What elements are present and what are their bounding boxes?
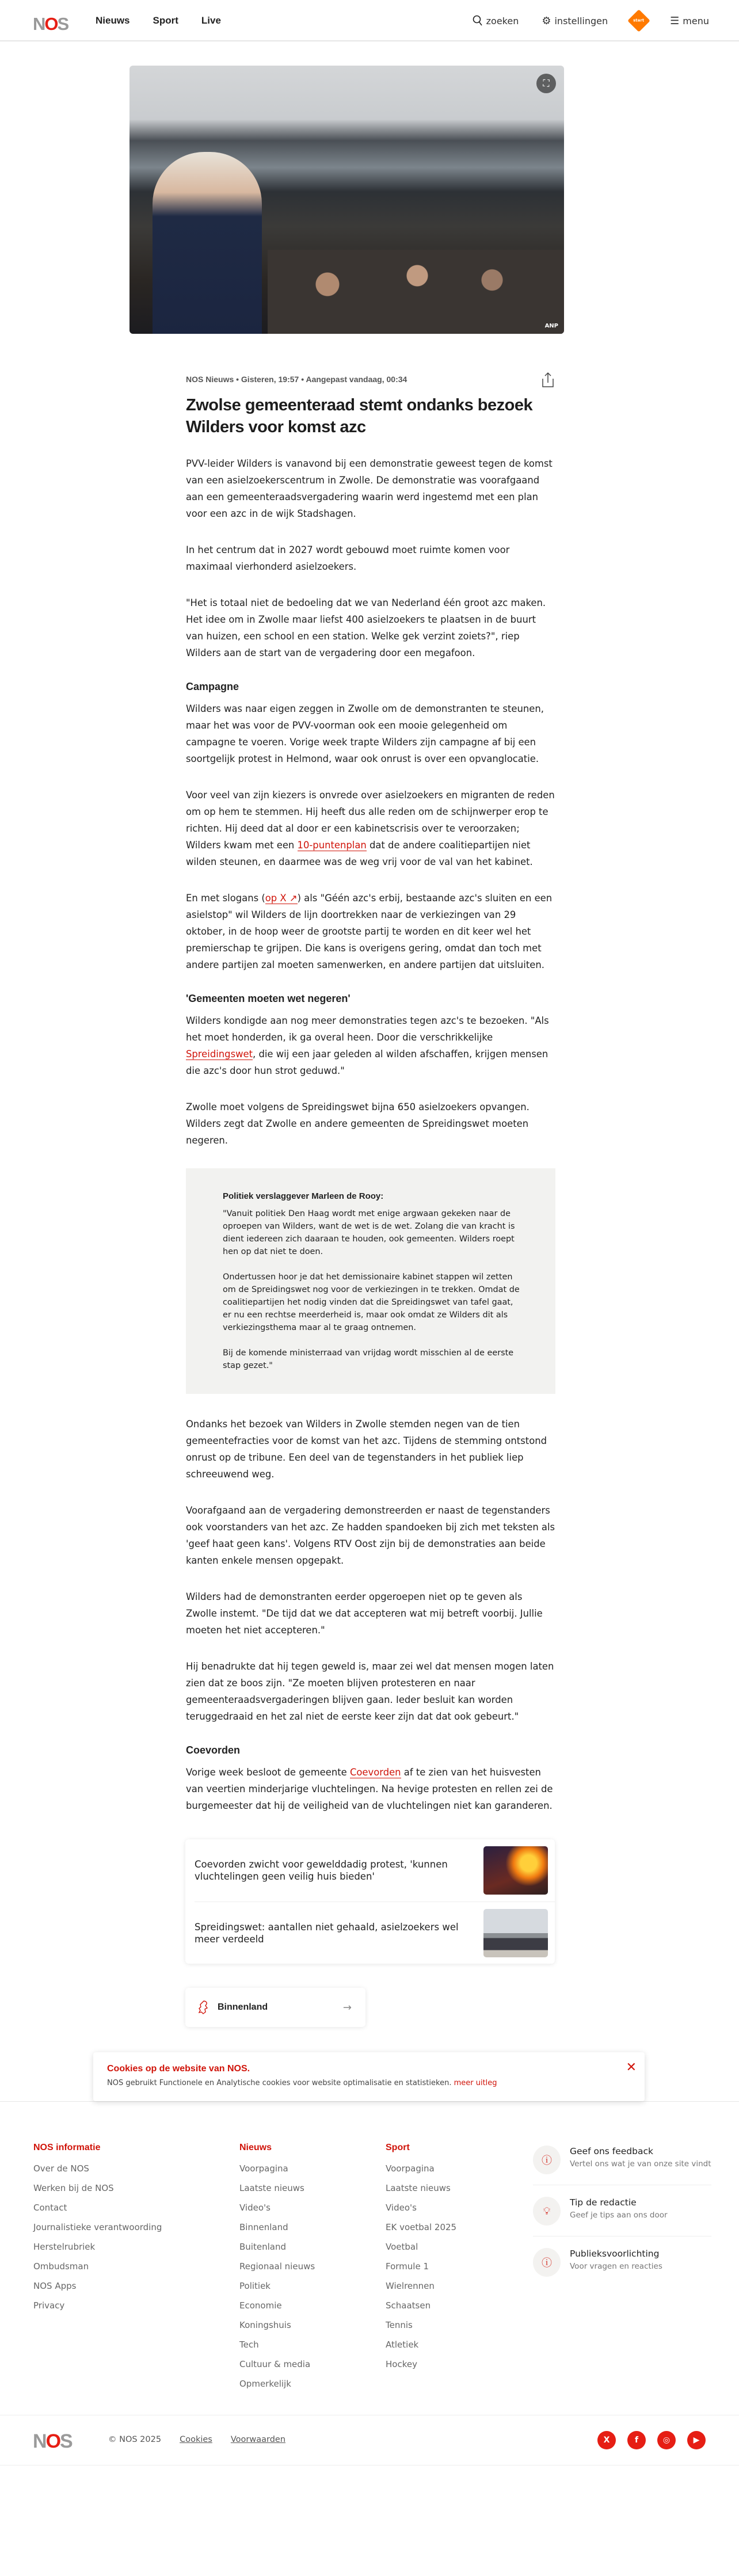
arrow-right-icon: → bbox=[342, 2001, 352, 2014]
footer-link[interactable]: Tennis bbox=[386, 2320, 413, 2330]
fullscreen-icon: ⛶ bbox=[543, 78, 550, 89]
footer-link[interactable]: Cultuur & media bbox=[239, 2359, 311, 2369]
related-item[interactable] bbox=[195, 1901, 555, 1964]
x-icon[interactable]: X bbox=[597, 2431, 616, 2449]
logo-letter: S bbox=[57, 14, 68, 34]
paragraph bbox=[186, 1012, 555, 1079]
footer-link[interactable]: Atletiek bbox=[386, 2339, 419, 2350]
fullscreen-button[interactable] bbox=[536, 74, 556, 93]
hero-crowd bbox=[268, 250, 564, 334]
cookie-more-link[interactable]: meer uitleg bbox=[454, 2079, 497, 2087]
text: Voorafgaand aan de vergadering demonstreerden er naast de tegenstanders ook voorstanders van het azc. Ze hadden spandoeken bij zich met teksten als 'geef haat geen kans'. Volgens RTV Oost zijn bij de demonstraties aan beide kanten enkele mensen opgepakt. bbox=[186, 1505, 555, 1566]
footer-nos-logo[interactable] bbox=[33, 2430, 72, 2453]
inline-link[interactable]: Coevorden bbox=[349, 1767, 401, 1778]
text: ) als "Géén azc's erbij, bestaande azc's sluiten en een asielstop" wil Wilders de lijn doortrekken naar de verkiezingen van 29 oktober, in de hoop weer de grootste partij te worden en dit keer wel het premierschap te grijpen. Die kans is overigens gering, omdat dan toch met andere partijen zal moeten samenwerken, en andere partijen dat uitsluiten. bbox=[186, 893, 553, 970]
related-title: Coevorden zwicht voor gewelddadig protest, 'kunnen vluchtelingen geen veilig huis bieden' bbox=[195, 1859, 448, 1882]
footer-link[interactable]: Privacy bbox=[33, 2300, 65, 2311]
nav-sport[interactable]: Sport bbox=[153, 15, 178, 26]
footer-link[interactable]: Schaatsen bbox=[386, 2300, 431, 2311]
section-heading: Coevorden bbox=[186, 1744, 241, 1756]
text: Voor veel van zijn kiezers is onvrede over asielzoekers en migranten de reden om op hem te stemmen. Hij heeft dus alle reden om de schijnwerper erop te richten. Hij deed dat al door er een kabinetscrisis over te veroorzaken; Wilders kwam met een bbox=[186, 790, 555, 851]
footer-link[interactable]: Ombudsman bbox=[33, 2261, 89, 2272]
text: "Het is totaal niet de bedoeling dat we van Nederland één groot azc maken. Het idee om in Zwolle maar liefst 400 asielzoekers te plaatsen in de buurt van huizen, een school en een station. Welke gek verzint zoiets?", riep Wilders aan de start van de vergadering door een megafoon. bbox=[186, 597, 546, 658]
footer-link[interactable]: NOS Apps bbox=[33, 2281, 77, 2291]
quote-paragraph: Ondertussen hoor je dat het demissionaire kabinet stappen wil zetten om de Spreidingswet nog voor de verkiezingen in te trekken. Omdat de coalitiepartijen het nodig vinden dat die Spreidingswet van tafel gaat, er nu een rechtse meerderheid is, maar ook omdat ze Wilders dit als verkiezingsthema maar al te graag ontnemen. bbox=[223, 1272, 520, 1332]
text: Wilders had de demonstranten eerder opgeroepen niet op te geven als Zwolle instemt. "De tijd dat we dat accepteren wat mij betreft voorbij. Jullie moeten het niet accepteren." bbox=[186, 1591, 543, 1636]
text: af te zien van het huisvesten van veertien minderjarige vluchtelingen. Na hevige protesten en rellen zei de burgemeester dat hij de veiligheid van de vluchtelingen niet kan garanderen. bbox=[186, 1767, 553, 1811]
photo-credit: ANP bbox=[544, 323, 558, 329]
footer-link[interactable]: Contact bbox=[33, 2202, 67, 2213]
text: Zwolle moet volgens de Spreidingswet bijna 650 asielzoekers opvangen. Wilders zegt dat Zwolle en andere gemeenten de Spreidingswet moeten negeren. bbox=[186, 1102, 530, 1146]
search-icon bbox=[473, 15, 483, 26]
publieksvoorlichting-title: Publieksvoorlichting bbox=[570, 2249, 660, 2259]
instagram-icon[interactable]: ◎ bbox=[657, 2431, 676, 2449]
footer-link[interactable]: Voetbal bbox=[386, 2242, 418, 2252]
tip-sub: Geef je tips aan ons door bbox=[570, 2211, 668, 2220]
site-header bbox=[0, 0, 739, 41]
paragraph bbox=[186, 455, 555, 522]
footer-voorwaarden-link[interactable]: Voorwaarden bbox=[230, 2435, 286, 2444]
feedback-icon: ⓘ bbox=[533, 2146, 561, 2174]
feedback-link[interactable] bbox=[533, 2141, 711, 2185]
footer-col-nos-informatie bbox=[33, 2142, 162, 2319]
nos-logo[interactable] bbox=[33, 14, 68, 35]
footer-link[interactable]: Laatste nieuws bbox=[239, 2183, 304, 2193]
article-title: Zwolse gemeenteraad stemt ondanks bezoek Wilders voor komst azc bbox=[186, 396, 533, 436]
footer-link[interactable]: Tech bbox=[239, 2339, 259, 2350]
gear-icon: ⚙ bbox=[542, 14, 551, 27]
text: Wilders was naar eigen zeggen in Zwolle om de demonstranten te steunen, maar het was voor de PVV-voorman ook een mooie gelegenheid om campagne te voeren. Vorige week trapte Wilders zijn campagne af bij een soortgelijk protest in Helmond, waar ook onrust is over een opvanglocatie. bbox=[186, 703, 544, 764]
text: En met slogans ( bbox=[186, 893, 265, 904]
text: PVV-leider Wilders is vanavond bij een demonstratie geweest tegen de komst van een asielzoekerscentrum in Zwolle. De demonstratie was voorafgaand aan een gemeenteraadsvergadering waarin werd ingestemd met een plan voor een azc in de wijk Stadshagen. bbox=[186, 458, 553, 519]
footer-link[interactable]: Hockey bbox=[386, 2359, 417, 2369]
text: In het centrum dat in 2027 wordt gebouwd moet ruimte komen voor maximaal vierhonderd asielzoekers. bbox=[186, 544, 510, 572]
menu-button[interactable] bbox=[670, 15, 709, 27]
footer-col-title: NOS informatie bbox=[33, 2143, 101, 2152]
header-actions bbox=[473, 13, 709, 29]
paragraph bbox=[186, 595, 555, 661]
logo-letter: N bbox=[33, 2430, 46, 2452]
search-label: zoeken bbox=[486, 15, 519, 26]
paragraph bbox=[186, 1658, 555, 1725]
nav-nieuws[interactable]: Nieuws bbox=[96, 15, 130, 26]
publieksvoorlichting-sub: Voor vragen en reacties bbox=[570, 2262, 662, 2271]
logo-letter: N bbox=[33, 14, 45, 34]
logo-letter: S bbox=[60, 2430, 72, 2452]
footer-col-nieuws bbox=[239, 2142, 315, 2398]
footer-link[interactable]: Regionaal nieuws bbox=[239, 2261, 315, 2272]
settings-button[interactable] bbox=[542, 15, 608, 27]
nav-live[interactable]: Live bbox=[201, 15, 221, 26]
lightbulb-icon: 💡︎ bbox=[533, 2197, 561, 2226]
feedback-sub: Vertel ons wat je van onze site vindt bbox=[570, 2159, 711, 2169]
tip-link[interactable] bbox=[533, 2192, 711, 2236]
related-title: Spreidingswet: aantallen niet gehaald, asielzoekers wel meer verdeeld bbox=[195, 1921, 459, 1945]
footer-col-title: Sport bbox=[386, 2143, 410, 2152]
cookie-description: NOS gebruikt Functionele en Analytische cookies voor website optimalisatie en statistieken. bbox=[107, 2079, 454, 2087]
footer-col-sport bbox=[386, 2142, 456, 2378]
footer-col-title: Nieuws bbox=[239, 2143, 272, 2152]
facebook-icon[interactable]: f bbox=[627, 2431, 646, 2449]
footer-link[interactable]: Wielrennen bbox=[386, 2281, 435, 2291]
footer-link[interactable]: Formule 1 bbox=[386, 2261, 429, 2272]
footer-link[interactable]: Economie bbox=[239, 2300, 282, 2311]
footer-link[interactable]: Laatste nieuws bbox=[386, 2183, 451, 2193]
footer-link[interactable]: Buitenland bbox=[239, 2242, 286, 2252]
hero-image bbox=[129, 66, 564, 334]
paragraph bbox=[186, 700, 555, 767]
hamburger-icon: ☰ bbox=[670, 14, 680, 27]
text: Vorige week besloot de gemeente bbox=[186, 1767, 350, 1778]
cookie-title: Cookies op de website van NOS. bbox=[107, 2064, 250, 2074]
quote-paragraph: Bij de komende ministerraad van vrijdag wordt misschien al de eerste stap gezet." bbox=[223, 1348, 514, 1370]
article-meta: NOS Nieuws • Gisteren, 19:57 • Aangepast vandaag, 00:34 bbox=[186, 375, 407, 384]
article-header bbox=[186, 374, 555, 438]
paragraph bbox=[186, 1764, 555, 1814]
related-thumbnail bbox=[483, 1909, 548, 1957]
section-heading: Campagne bbox=[186, 681, 239, 692]
hero-speaker bbox=[153, 152, 262, 334]
main-nav bbox=[96, 15, 221, 26]
footer-link[interactable]: Binnenland bbox=[239, 2222, 288, 2232]
paragraph bbox=[186, 1416, 555, 1483]
related-articles bbox=[185, 1839, 555, 1964]
paragraph bbox=[186, 787, 555, 870]
menu-label: menu bbox=[683, 15, 709, 26]
site-footer bbox=[0, 2101, 739, 2415]
footer-link[interactable]: Journalistieke verantwoording bbox=[33, 2222, 162, 2232]
paragraph bbox=[186, 1099, 555, 1149]
text: Ondanks het bezoek van Wilders in Zwolle stemden negen van de tien gemeentefracties voor de komst van het azc. Tijdens de stemming ontstond onrust op de tribune. Een deel van de tegenstanders in het publiek liep schreeuwend weg. bbox=[186, 1419, 547, 1480]
npo-start-label: start bbox=[633, 18, 645, 23]
footer-link[interactable]: Opmerkelijk bbox=[239, 2379, 291, 2389]
search-button[interactable] bbox=[473, 15, 519, 26]
related-item[interactable] bbox=[185, 1839, 555, 1901]
footer-bottom-bar bbox=[0, 2415, 739, 2466]
footer-link[interactable]: Video's bbox=[386, 2202, 417, 2213]
quote-title: Politiek verslaggever Marleen de Rooy: bbox=[223, 1191, 384, 1201]
cookie-text bbox=[107, 2079, 610, 2087]
footer-link[interactable]: Koningshuis bbox=[239, 2320, 291, 2330]
footer-link[interactable]: EK voetbal 2025 bbox=[386, 2222, 457, 2232]
cookie-banner bbox=[93, 2052, 645, 2101]
tip-title: Tip de redactie bbox=[570, 2197, 637, 2208]
logo-letter: O bbox=[45, 2430, 60, 2452]
quote-paragraph: "Vanuit politiek Den Haag wordt met enige argwaan gekeken naar de oproepen van Wilders, want de wet is de wet. Zolang die van kracht is dient iedereen zich daaraan te houden, ook gemeenten. Wilders roept hen op dat niet te doen. bbox=[223, 1209, 515, 1256]
footer-link[interactable]: Over de NOS bbox=[33, 2163, 89, 2174]
reporter-quote-box bbox=[186, 1168, 555, 1394]
inline-link[interactable]: op X ↗ bbox=[265, 893, 298, 904]
paragraph bbox=[186, 1502, 555, 1569]
footer-link[interactable]: Herstelrubriek bbox=[33, 2242, 96, 2252]
footer-link[interactable]: Politiek bbox=[239, 2281, 271, 2291]
footer-link[interactable]: Video's bbox=[239, 2202, 271, 2213]
inline-link[interactable]: 10-puntenplan bbox=[297, 840, 367, 851]
social-links bbox=[597, 2431, 706, 2449]
text: dat de andere coalitiepartijen niet wilden steunen, en daarmee was de weg vrij voor de val van het kabinet. bbox=[186, 840, 533, 867]
netherlands-map-icon bbox=[198, 2000, 209, 2015]
copyright: © NOS 2025 bbox=[108, 2435, 162, 2444]
logo-letter: O bbox=[44, 14, 58, 34]
footer-contact-links bbox=[533, 2141, 711, 2294]
footer-link[interactable]: Voorpagina bbox=[386, 2163, 435, 2174]
footer-link[interactable]: Voorpagina bbox=[239, 2163, 288, 2174]
text: Wilders kondigde aan nog meer demonstraties tegen azc's te bezoeken. "Als het moet honderden, ik ga overal heen. Door die verschrikkelijke bbox=[186, 1015, 549, 1043]
category-label: Binnenland bbox=[218, 2002, 268, 2012]
category-binnenland-link[interactable] bbox=[185, 1988, 365, 2027]
settings-label: instellingen bbox=[554, 15, 608, 26]
youtube-icon[interactable]: ▶ bbox=[687, 2431, 706, 2449]
section-heading: 'Gemeenten moeten wet negeren' bbox=[186, 993, 351, 1004]
text: Hij benadrukte dat hij tegen geweld is, maar zei wel dat mensen mogen laten zien dat ze boos zijn. "Ze moeten blijven protesteren en naar gemeenteraadsvergaderingen blijven gaan. Ieder besluit kan worden teruggedraaid en het zal niet de eerste keer zijn dat dat ook gebeurt." bbox=[186, 1661, 554, 1722]
related-thumbnail bbox=[483, 1846, 548, 1895]
paragraph bbox=[186, 1588, 555, 1638]
article-body bbox=[186, 455, 555, 1814]
info-icon: ⓘ bbox=[533, 2248, 561, 2277]
footer-legal-links bbox=[108, 2435, 285, 2444]
feedback-title: Geef ons feedback bbox=[570, 2146, 653, 2156]
inline-link[interactable]: Spreidingswet bbox=[186, 1049, 253, 1060]
share-icon[interactable] bbox=[540, 371, 555, 388]
close-icon[interactable]: ✕ bbox=[626, 2060, 637, 2075]
page-flow bbox=[0, 374, 739, 2466]
text: , die wij een jaar geleden al wilden afschaffen, krijgen mensen die azc's door hun strot geduwd." bbox=[186, 1049, 548, 1076]
npo-start-logo[interactable] bbox=[627, 9, 650, 32]
footer-link[interactable]: Werken bij de NOS bbox=[33, 2183, 114, 2193]
paragraph bbox=[186, 890, 555, 973]
paragraph bbox=[186, 542, 555, 575]
publieksvoorlichting-link[interactable] bbox=[533, 2243, 711, 2287]
footer-cookies-link[interactable]: Cookies bbox=[180, 2435, 212, 2444]
